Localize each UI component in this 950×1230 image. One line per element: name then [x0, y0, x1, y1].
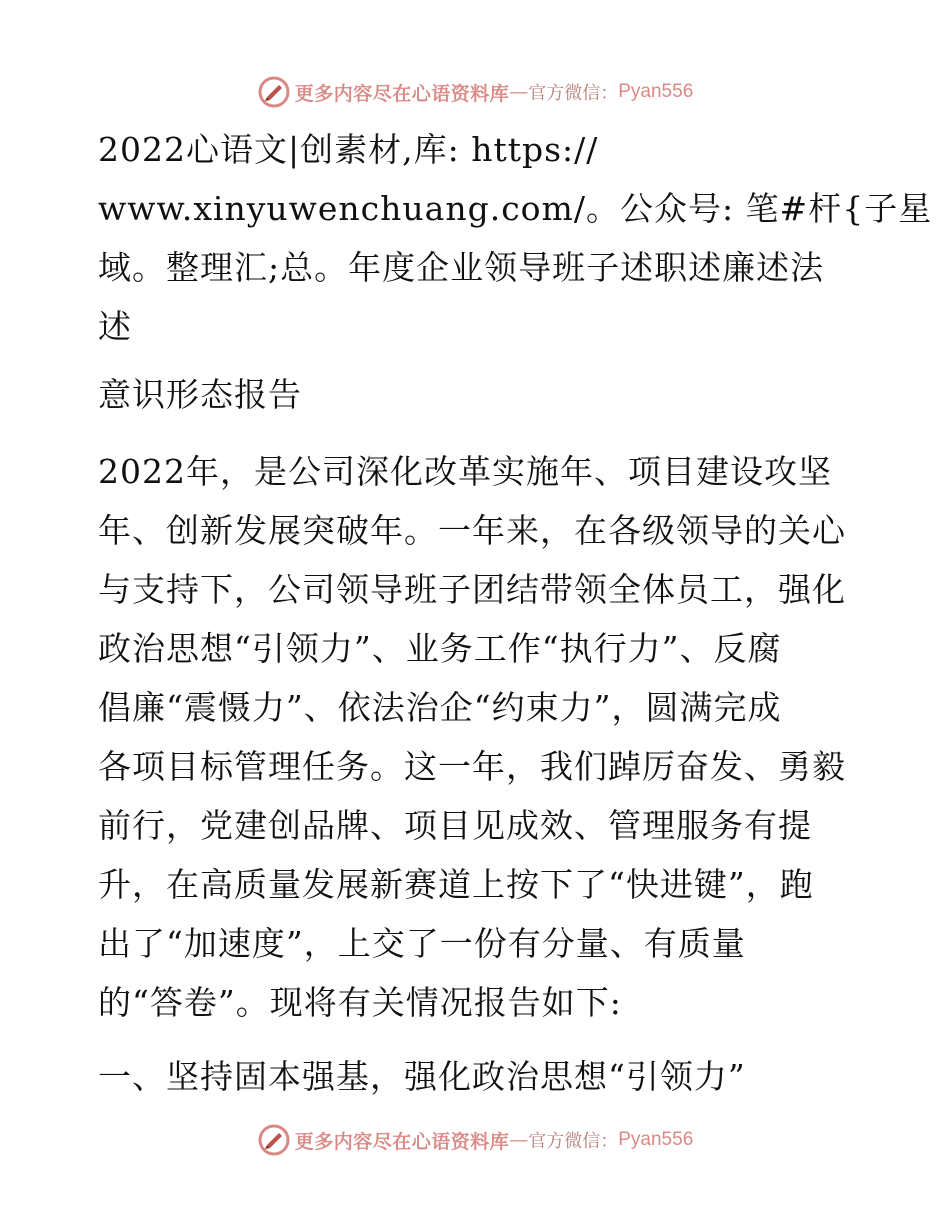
body-line: 的“答卷”。现将有关情况报告如下:: [98, 983, 622, 1022]
watermark-banner-bottom: [0, 1120, 950, 1160]
intro-line: www.xinyuwenchuang.com/。公众号: 笔#杆{子星: [98, 189, 933, 228]
body-paragraph: [98, 442, 858, 1032]
watermark-dash: —: [509, 1129, 529, 1151]
body-line: 2022年，是公司深化改革实施年、项目建设攻坚: [98, 452, 832, 491]
body-line: 与支持下，公司领导班子团结带领全体员工，强化: [98, 570, 846, 609]
body-line: 政治思想“引领力”、业务工作“执行力”、反腐: [98, 629, 782, 668]
intro-line: 2022心语文|创素材,库: https://: [98, 130, 599, 169]
intro-paragraph: [98, 120, 933, 356]
logo-icon: [257, 75, 291, 109]
watermark-wechat-label: 官方微信：: [528, 83, 619, 104]
watermark-wechat-id: Pyan556: [618, 81, 694, 102]
body-line: 出了“加速度”，上交了一份有分量、有质量: [98, 924, 746, 963]
logo-icon: [257, 1123, 291, 1157]
subtitle-line: 意识形态报告: [98, 375, 302, 414]
body-line: 倡廉“震慑力”、依法治企“约束力”，圆满完成: [98, 688, 782, 727]
body-line: 年、创新发展突破年。一年来，在各级领导的关心: [98, 511, 846, 550]
section-heading-text: 一、坚持固本强基，强化政治思想“引领力”: [98, 1057, 746, 1096]
watermark-wechat-label: 官方微信：: [528, 1131, 619, 1152]
watermark-site-text: 更多内容尽在心语资料库: [294, 1130, 510, 1153]
intro-line: 述: [98, 307, 132, 346]
watermark-dash: —: [509, 81, 529, 103]
intro-line: 域。整理汇;总。年度企业领导班子述职述廉述法: [98, 248, 825, 287]
watermark-site-text: 更多内容尽在心语资料库: [294, 82, 510, 105]
section-heading: [98, 1047, 858, 1106]
document-subtitle: [98, 365, 858, 424]
watermark-wechat-id: Pyan556: [618, 1129, 694, 1150]
watermark-banner-top: [0, 72, 950, 112]
body-line: 升，在高质量发展新赛道上按下了“快进键”，跑: [98, 865, 814, 904]
body-line: 各项目标管理任务。这一年，我们踔厉奋发、勇毅: [98, 747, 846, 786]
body-line: 前行，党建创品牌、项目见成效、管理服务有提: [98, 806, 812, 845]
